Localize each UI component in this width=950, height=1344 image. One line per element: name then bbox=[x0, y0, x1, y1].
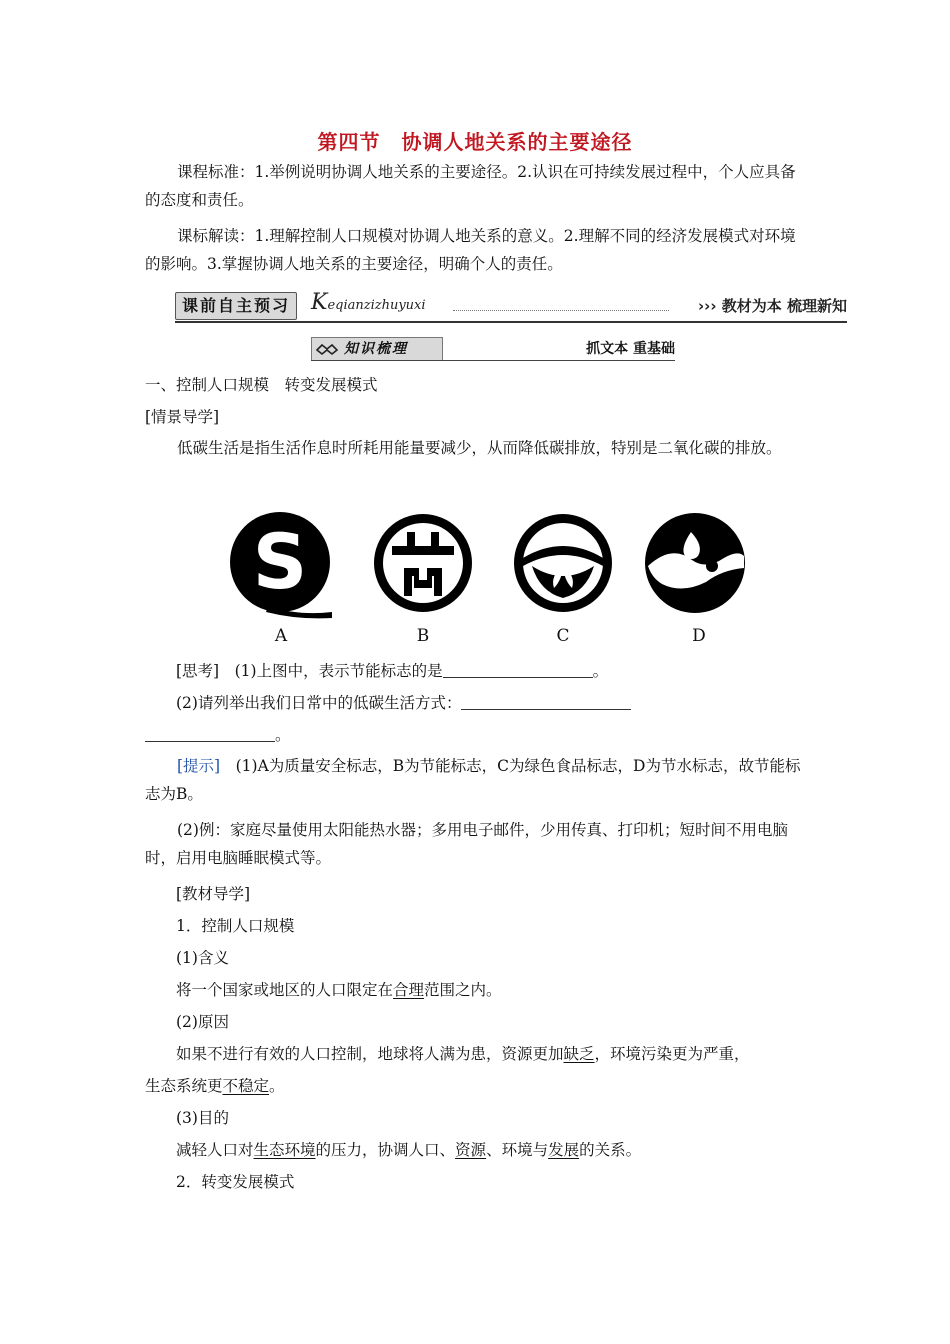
section-heading: 一、控制人口规模 转变发展模式 bbox=[145, 376, 378, 394]
think-tag: [思考] bbox=[176, 662, 220, 680]
hint-answer-2: (2)例：家庭尽量使用太阳能热水器；多用电子邮件，少用传真、打印机；短时间不用电脑时，启用电脑睡眠模式等。 bbox=[145, 821, 788, 867]
green-food-logo-icon bbox=[510, 510, 616, 616]
banner-pinyin-rest: eqianzizhuyuxi bbox=[327, 298, 426, 313]
banner-rule bbox=[175, 321, 847, 323]
page-title: 第四节 协调人地关系的主要途径 bbox=[317, 130, 633, 154]
reason-text-line-1 bbox=[176, 1040, 750, 1068]
svg-text:S: S bbox=[252, 517, 308, 606]
banner-label: 课前自主预习 bbox=[175, 292, 297, 320]
water-saving-logo-icon bbox=[642, 510, 748, 616]
course-standard: 课程标准：1.举例说明协调人地关系的主要途径。2.认识在可持续发展过程中，个人应具备的态度和责任。 bbox=[145, 163, 796, 209]
logo-label-c: C bbox=[556, 626, 570, 646]
meaning-pre: 将一个国家或地区的人口限定在 bbox=[176, 981, 394, 999]
textbook-heading-1: 1．控制人口规模 bbox=[176, 917, 295, 935]
purpose-heading: (3)目的 bbox=[176, 1109, 229, 1127]
reason-3: 生态系统更 bbox=[145, 1077, 223, 1095]
scenario-tag: [情景导学] bbox=[145, 408, 220, 426]
sub-banner-rule bbox=[311, 360, 675, 361]
reason-2: ，环境污染更为严重， bbox=[594, 1045, 750, 1063]
textbook-heading-2: 2．转变发展模式 bbox=[176, 1173, 295, 1191]
banner-dotted-line bbox=[453, 310, 669, 311]
quality-safety-logo-icon bbox=[228, 510, 340, 622]
think-q1: (1)上图中，表示节能标志的是 bbox=[234, 662, 443, 680]
purpose-keyword-1: 生态环境 bbox=[253, 1141, 316, 1159]
meaning-heading: (1)含义 bbox=[176, 949, 229, 967]
logo-label-a: A bbox=[274, 626, 288, 646]
banner-slogan-wrap bbox=[698, 295, 847, 316]
reason-heading: (2)原因 bbox=[176, 1013, 229, 1031]
think-q2-end: 。 bbox=[275, 726, 291, 744]
section-banner bbox=[175, 292, 847, 322]
purpose-2: 的压力，协调人口、 bbox=[315, 1141, 456, 1159]
course-interpretation: 课标解读：1.理解控制人口规模对协调人地关系的意义。2.理解不同的经济发展模式对环境的影响。3.掌握协调人地关系的主要途径，明确个人的责任。 bbox=[145, 227, 796, 273]
purpose-keyword-3: 发展 bbox=[548, 1141, 580, 1159]
banner-slogan: 教材为本 梳理新知 bbox=[721, 297, 847, 315]
banner-arrows-icon: ››› bbox=[697, 297, 717, 315]
purpose-1: 减轻人口对 bbox=[176, 1141, 254, 1159]
answer-blank-3 bbox=[145, 725, 275, 742]
sub-banner-slogan: 抓文本 重基础 bbox=[586, 341, 675, 357]
think-q1-end: 。 bbox=[592, 662, 609, 680]
reason-keyword-2: 不稳定 bbox=[222, 1077, 270, 1095]
sub-banner bbox=[311, 337, 675, 361]
logo-figure bbox=[228, 510, 758, 650]
meaning-text bbox=[176, 976, 502, 1004]
answer-blank-1 bbox=[443, 661, 593, 678]
purpose-text bbox=[176, 1136, 641, 1164]
banner-pinyin bbox=[311, 290, 426, 315]
hint-a1: (1)A为质量安全标志，B为节能标志，C为绿色食品标志，D为节水标志，故节能标志为B。 bbox=[145, 757, 801, 803]
textbook-tag: [教材导学] bbox=[176, 885, 251, 903]
logo-label-b: B bbox=[416, 626, 430, 646]
hint-tag: [提示] bbox=[177, 757, 221, 775]
answer-blank-2 bbox=[461, 693, 631, 710]
sub-banner-box bbox=[311, 337, 443, 361]
meaning-post: 范围之内。 bbox=[424, 981, 502, 999]
scenario-text: 低碳生活是指生活作息时所耗用能量要减少，从而降低碳排放，特别是二氧化碳的排放。 bbox=[177, 439, 782, 457]
purpose-3: 、环境与 bbox=[486, 1141, 549, 1159]
banner-pinyin-initial: K bbox=[311, 290, 328, 315]
handshake-icon bbox=[316, 341, 338, 357]
think-question-2-cont bbox=[145, 721, 291, 749]
reason-keyword-1: 缺乏 bbox=[563, 1045, 595, 1063]
meaning-keyword: 合理 bbox=[393, 981, 425, 999]
sub-banner-label: 知识梳理 bbox=[344, 341, 408, 357]
reason-text-line-2 bbox=[145, 1072, 285, 1100]
purpose-keyword-2: 资源 bbox=[455, 1141, 487, 1159]
purpose-4: 的关系。 bbox=[579, 1141, 642, 1159]
reason-4: 。 bbox=[269, 1077, 285, 1095]
think-question-1 bbox=[176, 657, 608, 685]
think-question-2 bbox=[176, 689, 631, 717]
hint-answer-1 bbox=[145, 752, 810, 808]
reason-1: 如果不进行有效的人口控制，地球将人满为患，资源更加 bbox=[176, 1045, 564, 1063]
logo-label-d: D bbox=[692, 626, 706, 646]
think-q2: (2)请列举出我们日常中的低碳生活方式： bbox=[176, 694, 462, 712]
energy-saving-logo-icon bbox=[370, 510, 476, 616]
